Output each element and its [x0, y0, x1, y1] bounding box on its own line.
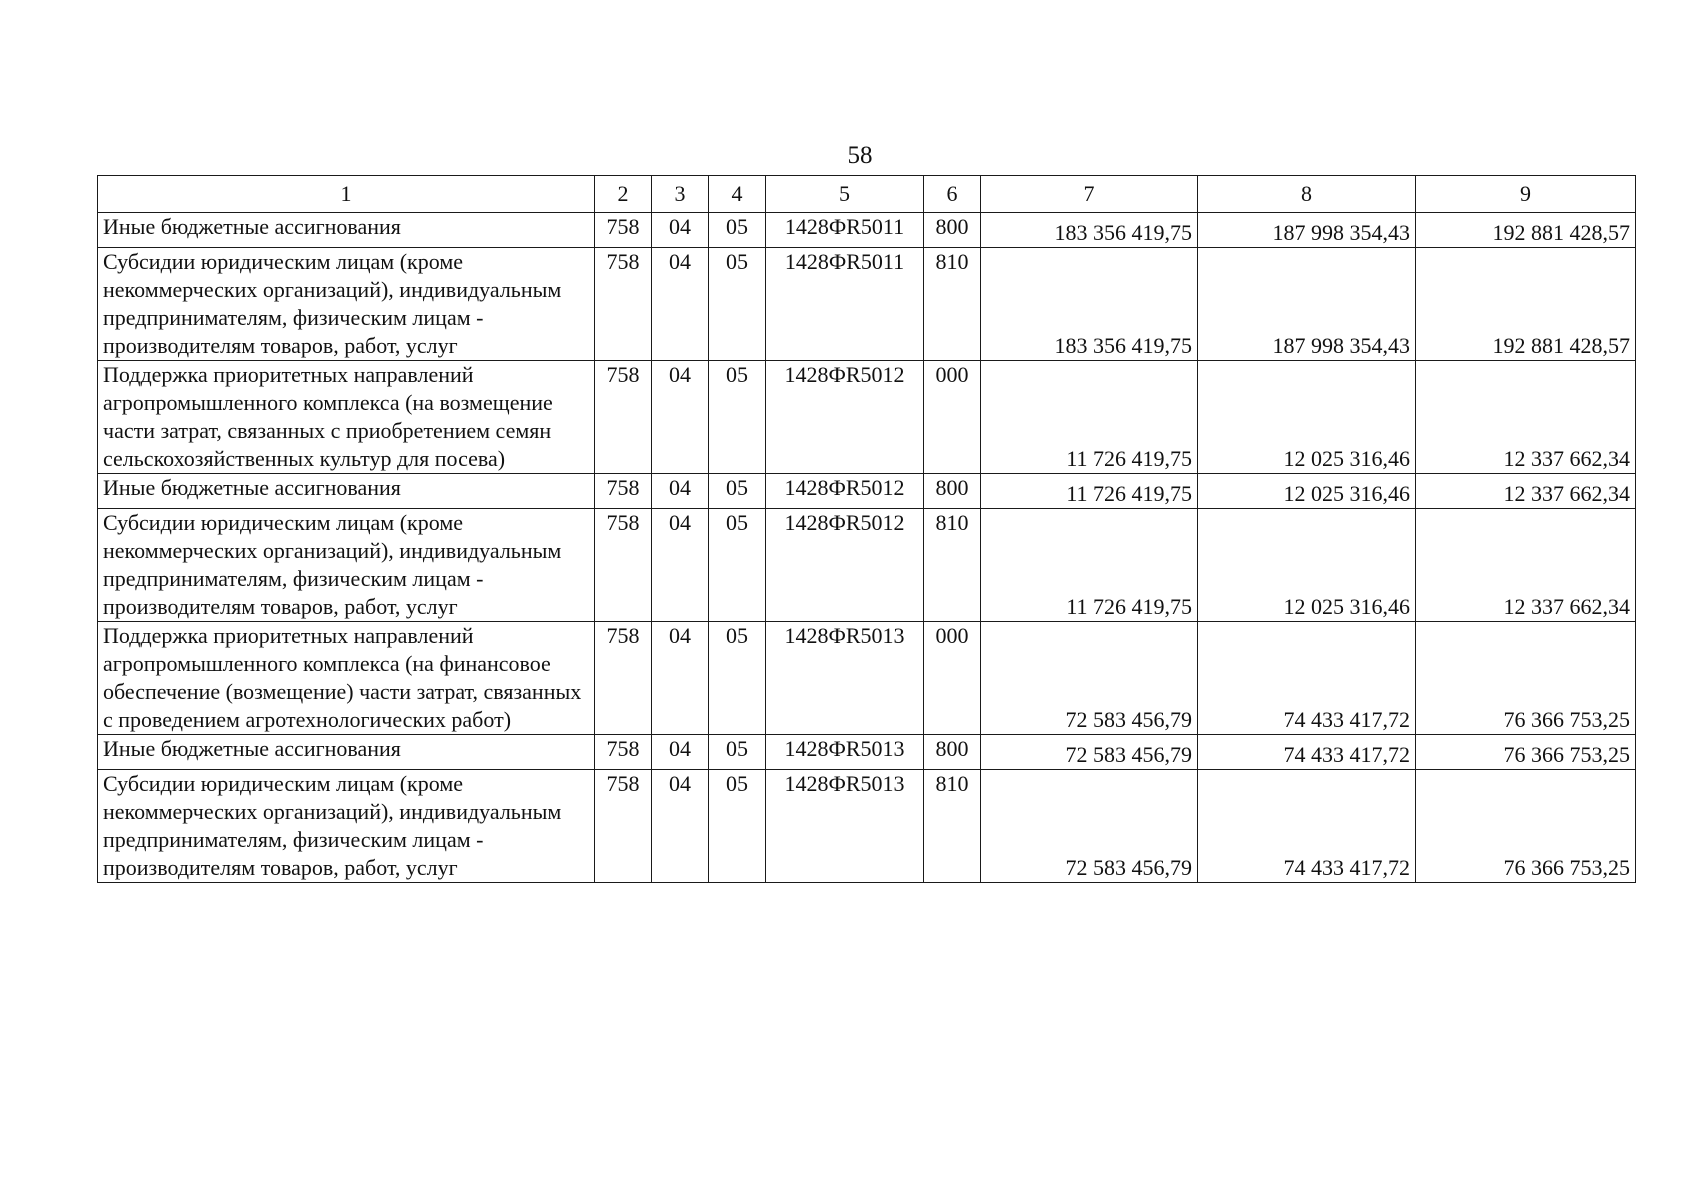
row-amount-8: 74 433 417,72 [1198, 622, 1416, 735]
row-code-6: 800 [924, 474, 981, 509]
row-code-3: 04 [652, 735, 709, 770]
header-col-4: 4 [709, 176, 766, 213]
row-code-5: 1428ФR5012 [766, 361, 924, 474]
header-col-1: 1 [98, 176, 595, 213]
row-amount-9: 192 881 428,57 [1416, 248, 1636, 361]
row-code-5: 1428ФR5013 [766, 770, 924, 883]
row-code-2: 758 [595, 770, 652, 883]
table-row [98, 509, 1636, 622]
row-code-4: 05 [709, 735, 766, 770]
header-col-9: 9 [1416, 176, 1636, 213]
table-row [98, 735, 1636, 770]
row-code-6: 000 [924, 361, 981, 474]
row-amount-7: 11 726 419,75 [981, 509, 1198, 622]
row-amount-9: 76 366 753,25 [1416, 770, 1636, 883]
row-amount-8: 12 025 316,46 [1198, 474, 1416, 509]
row-code-3: 04 [652, 509, 709, 622]
row-amount-8: 74 433 417,72 [1198, 735, 1416, 770]
row-amount-8: 12 025 316,46 [1198, 361, 1416, 474]
row-code-5: 1428ФR5011 [766, 213, 924, 248]
table-row [98, 474, 1636, 509]
row-code-2: 758 [595, 509, 652, 622]
row-code-5: 1428ФR5013 [766, 622, 924, 735]
row-amount-8: 187 998 354,43 [1198, 248, 1416, 361]
row-name: Субсидии юридическим лицам (кроме некоммерческих организаций), индивидуальным предпринимателям, физическим лицам - производителям товаров, работ, услуг [98, 248, 595, 361]
header-row [98, 176, 1636, 213]
table-row [98, 622, 1636, 735]
header-col-6: 6 [924, 176, 981, 213]
row-code-6: 000 [924, 622, 981, 735]
row-amount-8: 187 998 354,43 [1198, 213, 1416, 248]
row-name: Поддержка приоритетных направлений агропромышленного комплекса (на возмещение части затрат, связанных с приобретением семян сельскохозяйственных культур для посева) [98, 361, 595, 474]
row-amount-9: 76 366 753,25 [1416, 735, 1636, 770]
row-name: Иные бюджетные ассигнования [98, 735, 595, 770]
row-code-6: 810 [924, 248, 981, 361]
row-code-2: 758 [595, 361, 652, 474]
row-code-3: 04 [652, 248, 709, 361]
row-amount-7: 11 726 419,75 [981, 474, 1198, 509]
row-code-3: 04 [652, 213, 709, 248]
header-col-2: 2 [595, 176, 652, 213]
table-row [98, 213, 1636, 248]
row-name: Поддержка приоритетных направлений агропромышленного комплекса (на финансовое обеспечение (возмещение) части затрат, связанных с проведением агротехнологических работ) [98, 622, 595, 735]
header-col-5: 5 [766, 176, 924, 213]
row-amount-9: 12 337 662,34 [1416, 474, 1636, 509]
row-code-6: 800 [924, 213, 981, 248]
row-code-2: 758 [595, 213, 652, 248]
budget-table [97, 175, 1636, 883]
table-row [98, 248, 1636, 361]
row-code-4: 05 [709, 213, 766, 248]
row-name: Субсидии юридическим лицам (кроме некоммерческих организаций), индивидуальным предпринимателям, физическим лицам - производителям товаров, работ, услуг [98, 770, 595, 883]
row-code-6: 810 [924, 770, 981, 883]
row-code-5: 1428ФR5012 [766, 474, 924, 509]
row-code-4: 05 [709, 622, 766, 735]
row-code-6: 810 [924, 509, 981, 622]
row-name: Субсидии юридическим лицам (кроме некоммерческих организаций), индивидуальным предпринимателям, физическим лицам - производителям товаров, работ, услуг [98, 509, 595, 622]
row-amount-9: 12 337 662,34 [1416, 361, 1636, 474]
row-code-2: 758 [595, 474, 652, 509]
table-row [98, 770, 1636, 883]
row-amount-8: 12 025 316,46 [1198, 509, 1416, 622]
row-amount-9: 12 337 662,34 [1416, 509, 1636, 622]
row-code-5: 1428ФR5012 [766, 509, 924, 622]
row-code-6: 800 [924, 735, 981, 770]
header-col-7: 7 [981, 176, 1198, 213]
row-amount-7: 72 583 456,79 [981, 770, 1198, 883]
row-amount-8: 74 433 417,72 [1198, 770, 1416, 883]
row-code-5: 1428ФR5013 [766, 735, 924, 770]
row-amount-9: 76 366 753,25 [1416, 622, 1636, 735]
row-code-2: 758 [595, 622, 652, 735]
row-amount-7: 183 356 419,75 [981, 248, 1198, 361]
row-amount-9: 192 881 428,57 [1416, 213, 1636, 248]
row-amount-7: 183 356 419,75 [981, 213, 1198, 248]
row-code-3: 04 [652, 474, 709, 509]
table-row [98, 361, 1636, 474]
row-code-4: 05 [709, 770, 766, 883]
row-code-3: 04 [652, 622, 709, 735]
row-code-4: 05 [709, 474, 766, 509]
row-code-4: 05 [709, 248, 766, 361]
row-code-3: 04 [652, 770, 709, 883]
row-amount-7: 11 726 419,75 [981, 361, 1198, 474]
header-col-3: 3 [652, 176, 709, 213]
row-code-4: 05 [709, 509, 766, 622]
row-name: Иные бюджетные ассигнования [98, 213, 595, 248]
row-code-2: 758 [595, 735, 652, 770]
row-code-2: 758 [595, 248, 652, 361]
row-name: Иные бюджетные ассигнования [98, 474, 595, 509]
header-col-8: 8 [1198, 176, 1416, 213]
row-code-3: 04 [652, 361, 709, 474]
row-code-4: 05 [709, 361, 766, 474]
row-amount-7: 72 583 456,79 [981, 622, 1198, 735]
row-code-5: 1428ФR5011 [766, 248, 924, 361]
page-number: 58 [847, 142, 873, 169]
row-amount-7: 72 583 456,79 [981, 735, 1198, 770]
